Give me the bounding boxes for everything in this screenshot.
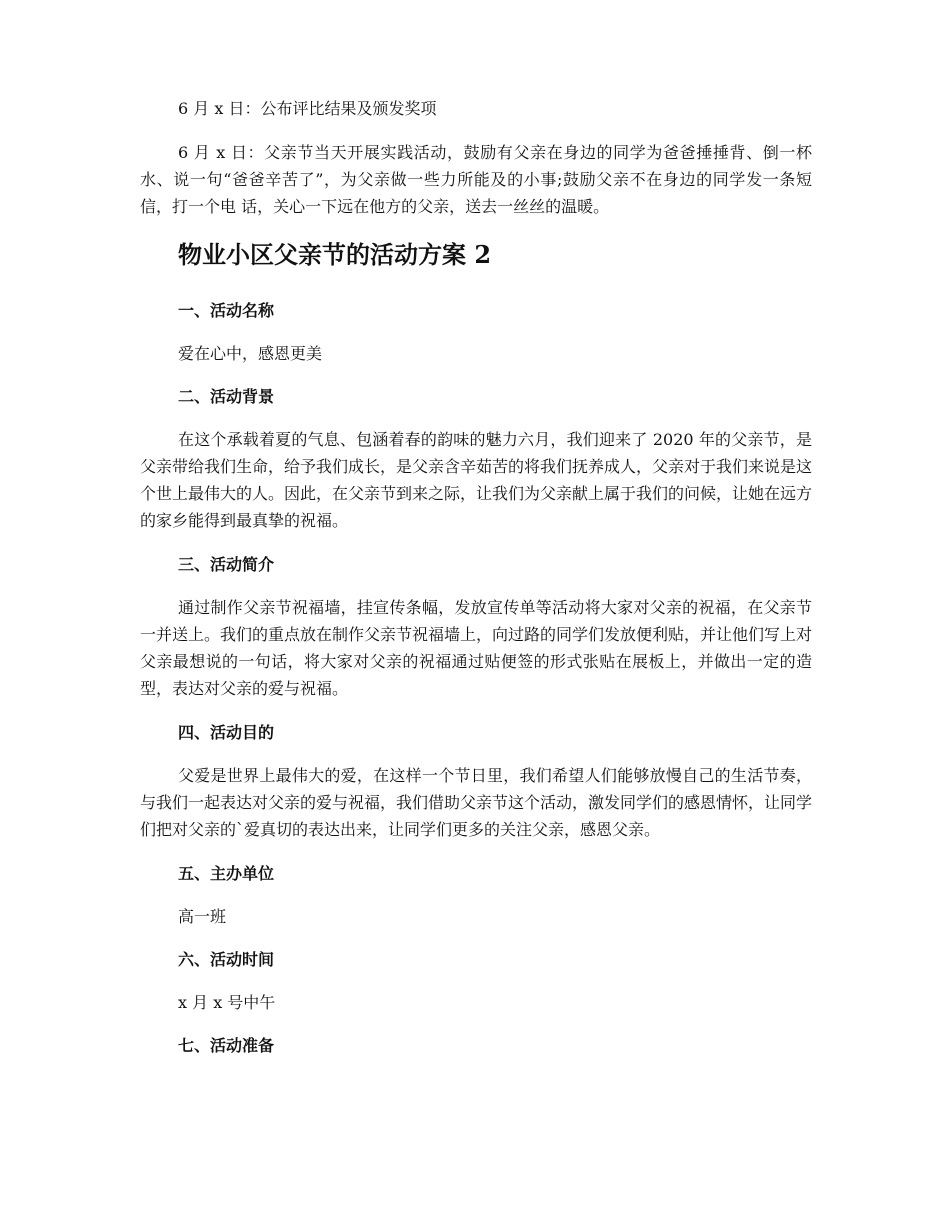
section-heading-organizer: 五、主办单位 xyxy=(178,864,275,883)
paragraph-award-date: 6 月 x 日：公布评比结果及颁发奖项 xyxy=(178,99,437,118)
section-content-activity-background: 在这个承载着夏的气息、包涵着春的韵味的魅力六月，我们迎来了 2020 年的父亲节，是父亲带给我们生命，给予我们成长，是父亲含辛茹苦的将我们抚养成人，父亲对于我们来说是这个世上最伟大的人。因此，在父亲节到来之际，让我们为父亲献上属于我们的问候，让她在远方的家乡能得到最真挚的祝福。 xyxy=(140,430,813,530)
section-content-activity-name: 爱在心中，感恩更美 xyxy=(178,344,323,363)
paragraph-fathers-day-practice: 6 月 x 日：父亲节当天开展实践活动，鼓励有父亲在身边的同学为爸爸捶捶背、倒一杯水、说一句“爸爸辛苦了”，为父亲做一些力所能及的小事;鼓励父亲不在身边的同学发一条短信，打一个电 话，关心一下远在他方的父亲，送去一丝丝的温暖。 xyxy=(140,143,812,216)
section-heading-activity-preparation: 七、活动准备 xyxy=(178,1036,275,1055)
section-heading-activity-name: 一、活动名称 xyxy=(178,301,275,320)
section-content-activity-purpose: 父爱是世界上最伟大的爱，在这样一个节日里，我们希望人们能够放慢自己的生活节奏，与我们一起表达对父亲的爱与祝福，我们借助父亲节这个活动，激发同学们的感恩情怀，让同学们把对父亲的`爱真切的表达出来，让同学们更多的关注父亲，感恩父亲。 xyxy=(140,766,813,839)
section-heading-activity-intro: 三、活动简介 xyxy=(178,555,275,574)
section-content-organizer: 高一班 xyxy=(178,907,227,926)
document-title: 物业小区父亲节的活动方案 2 xyxy=(178,240,492,269)
section-content-activity-time: x 月 x 号中午 xyxy=(178,993,276,1012)
section-heading-activity-time: 六、活动时间 xyxy=(178,950,275,969)
section-heading-activity-background: 二、活动背景 xyxy=(178,387,275,406)
section-heading-activity-purpose: 四、活动目的 xyxy=(178,723,275,742)
document-content xyxy=(140,95,812,1075)
section-content-activity-intro: 通过制作父亲节祝福墙，挂宣传条幅，发放宣传单等活动将大家对父亲的祝福，在父亲节一并送上。我们的重点放在制作父亲节祝福墙上，向过路的同学们发放便利贴，并让他们写上对父亲最想说的一句话，将大家对父亲的祝福通过贴便签的形式张贴在展板上，并做出一定的造型，表达对父亲的爱与祝福。 xyxy=(140,598,813,698)
